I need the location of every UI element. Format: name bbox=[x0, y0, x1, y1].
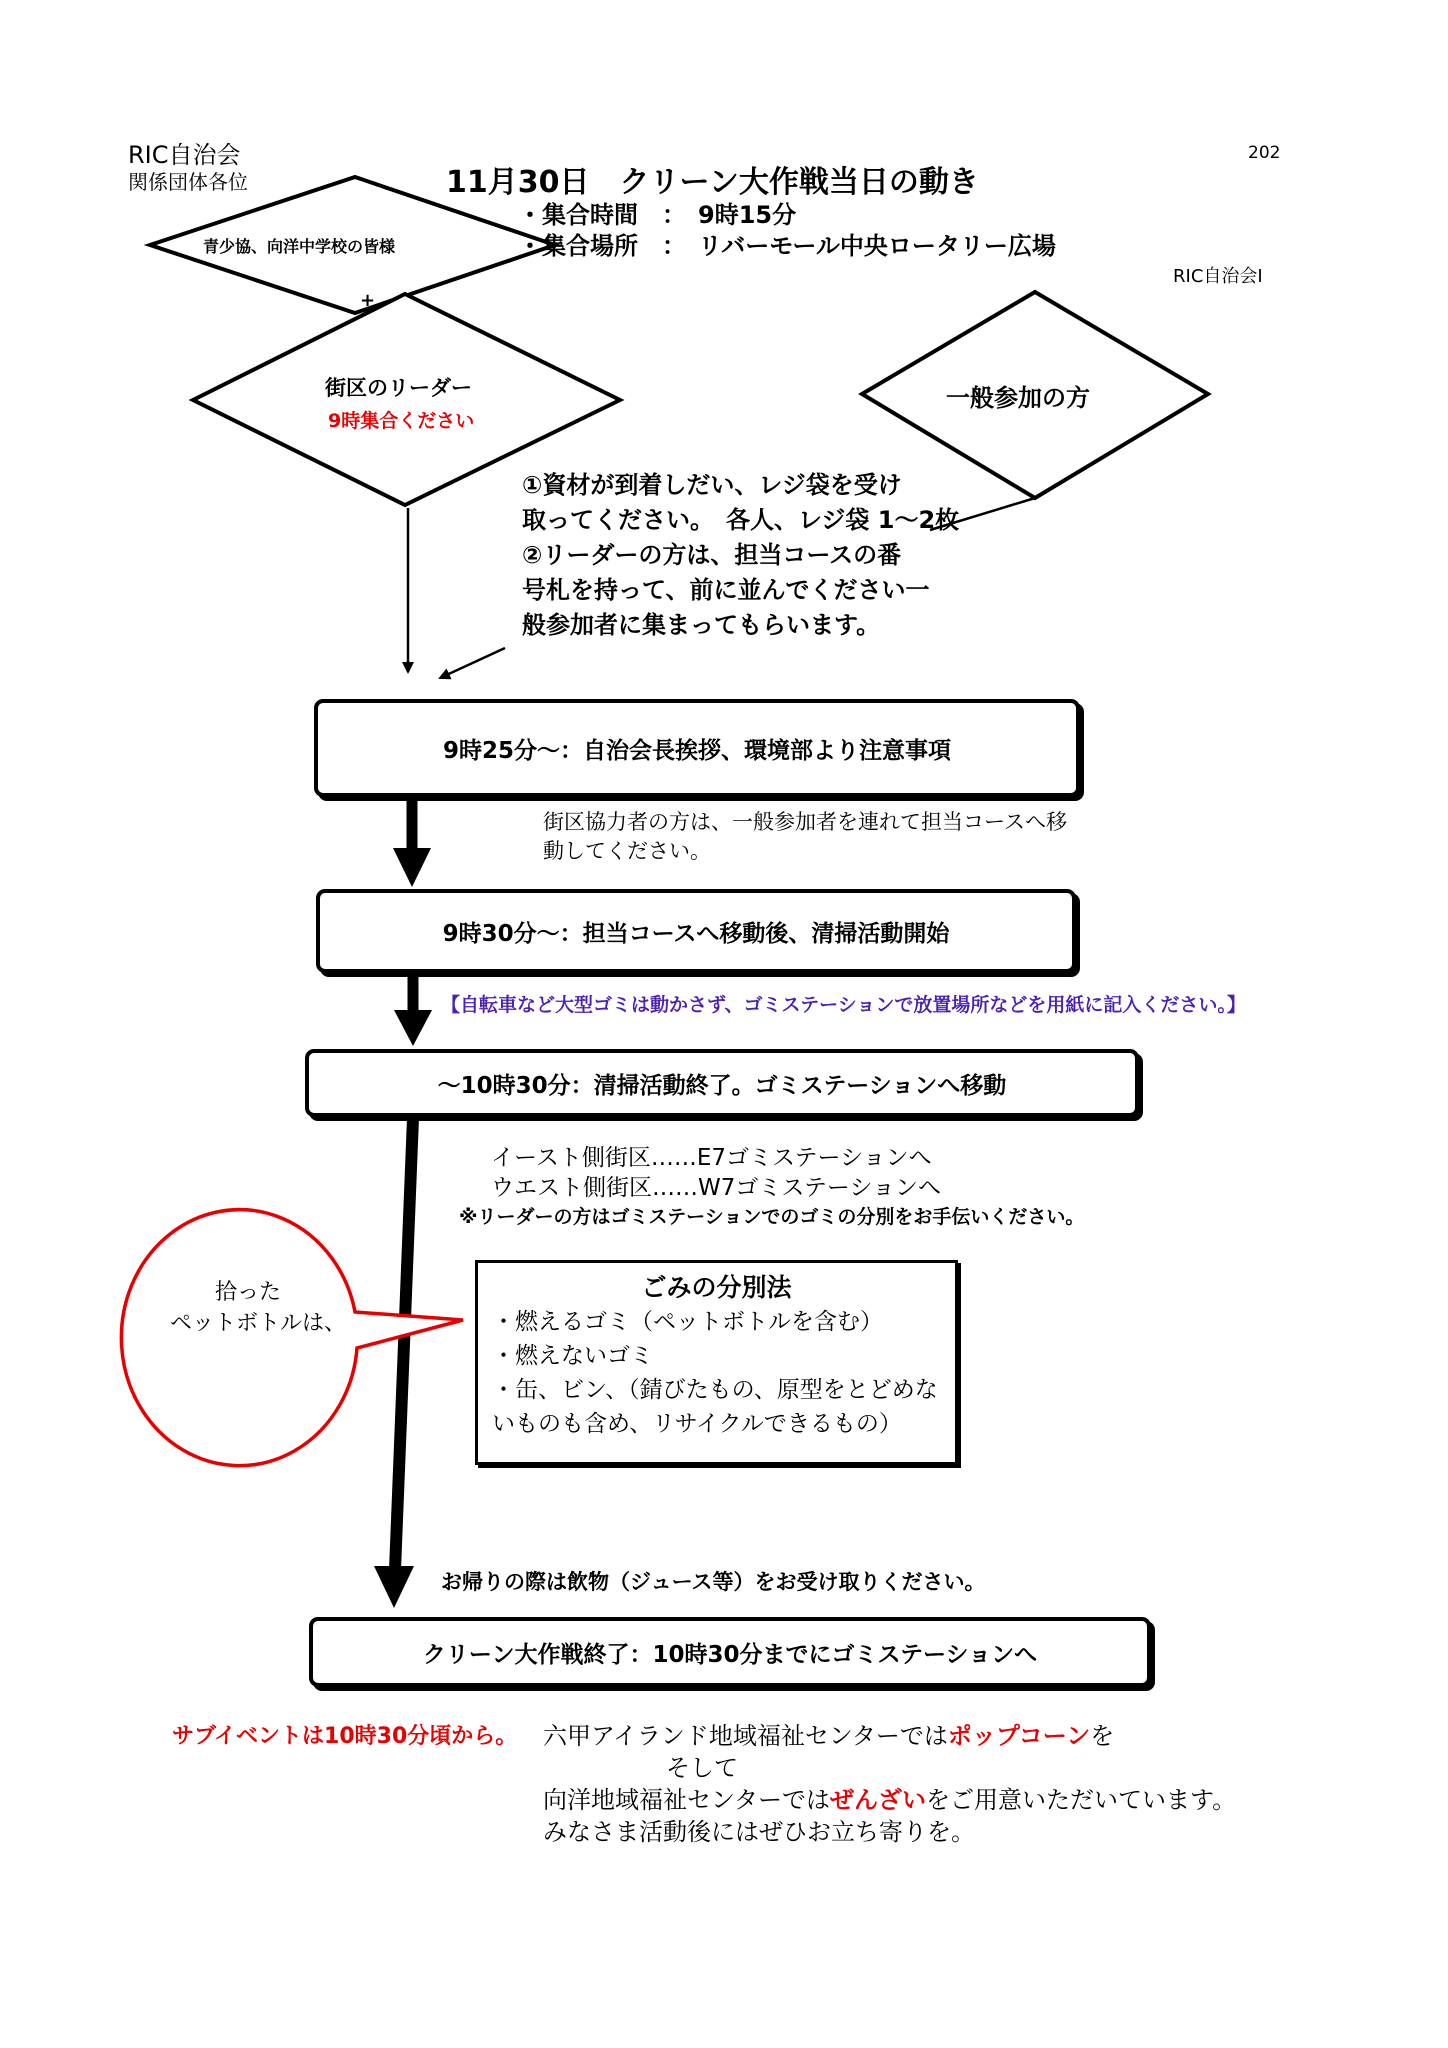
recipients: 関係団体各位 bbox=[128, 170, 248, 194]
sub-event-text: 向洋地域福祉センターでは bbox=[543, 1786, 831, 1814]
leader-diamond-label: 街区のリーダー bbox=[325, 376, 472, 400]
org-partial: RIC自治会I bbox=[1173, 266, 1263, 287]
instructions bbox=[522, 468, 959, 643]
sorting-item: いものも含め、リサイクルできるもの） bbox=[492, 1411, 902, 1437]
meeting-time: ・集合時間 ： 9時15分 bbox=[518, 201, 797, 229]
sorting-item: ・燃えないゴミ bbox=[492, 1343, 653, 1369]
instruction-line: 号札を持って、前に並んでください一 bbox=[522, 576, 930, 604]
bubble-line: 拾った bbox=[215, 1280, 282, 1305]
page-title: 11月30日 クリーン大作戦当日の動き bbox=[446, 165, 979, 200]
sorting-item: ・缶、ビン、（錆びたもの、原型をとどめな bbox=[492, 1377, 938, 1403]
youth-diamond-label: 青少協、向洋中学校の皆様 bbox=[203, 237, 396, 256]
large-trash-note: 【自転車など大型ゴミは動かさず、ゴミステーションで放置場所などを用紙に記入ください。】 bbox=[441, 994, 1246, 1016]
org-name: RIC自治会 bbox=[128, 141, 241, 169]
step-note-line: 街区協力者の方は、一般参加者を連れて担当コースへ移 bbox=[543, 810, 1067, 834]
thick-arrow-1-head bbox=[393, 848, 431, 887]
instruction-line: 般参加者に集まってもらいます。 bbox=[522, 611, 881, 639]
sorting-item: ・燃えるゴミ（ペットボトルを含む） bbox=[492, 1309, 883, 1335]
step-note-move bbox=[543, 808, 1067, 866]
popcorn-highlight: ポップコーン bbox=[947, 1722, 1091, 1750]
step-note-line: 動してください。 bbox=[543, 839, 711, 863]
instruction-line: ①資材が到着しだい、レジ袋を受け bbox=[522, 471, 902, 499]
leader-sorting-help: ※リーダーの方はゴミステーションでのゴミの分別をお手伝いください。 bbox=[459, 1206, 1085, 1228]
sub-event-text: を bbox=[1090, 1722, 1115, 1750]
thick-arrow-3-head bbox=[374, 1566, 414, 1608]
sub-event-text: 六甲アイランド地域福祉センターでは bbox=[543, 1722, 948, 1750]
step-box-cleaning-start: 9時30分～：担当コースへ移動後、清掃活動開始 bbox=[316, 889, 1076, 973]
sub-event-line-2: そして bbox=[666, 1754, 738, 1782]
leader-meeting-time: 9時集合ください bbox=[328, 410, 475, 432]
thick-arrow-3-shaft bbox=[395, 1118, 413, 1570]
thick-arrow-2-head bbox=[394, 1010, 432, 1046]
sorting-title: ごみの分別法 bbox=[641, 1273, 792, 1302]
plus-sign: + bbox=[360, 290, 376, 311]
general-diamond-label: 一般参加の方 bbox=[946, 384, 1090, 412]
drinks-note: お帰りの際は飲物（ジュース等）をお受け取りください。 bbox=[441, 1570, 986, 1594]
date-partial: 202 bbox=[1248, 143, 1281, 163]
zenzai-highlight: ぜんざい bbox=[830, 1786, 927, 1814]
instruction-line: ②リーダーの方は、担当コースの番 bbox=[522, 541, 902, 569]
sub-event-line-3 bbox=[543, 1780, 1236, 1815]
sorting-box bbox=[475, 1260, 958, 1465]
sub-event-line-1 bbox=[543, 1716, 1114, 1751]
sub-event-label: サブイベントは10時30分頃から。 bbox=[172, 1724, 518, 1749]
instruction-line: 取ってください。 各人、レジ袋 1～2枚 bbox=[522, 506, 960, 534]
meeting-place: ・集合場所 ： リバーモール中央ロータリー広場 bbox=[518, 232, 1056, 260]
west-station: ウエスト側街区……W7ゴミステーションへ bbox=[491, 1175, 941, 1201]
step-box-finish: クリーン大作戦終了：10時30分までにゴミステーションへ bbox=[309, 1617, 1151, 1687]
sub-event-line-4: みなさま活動後にはぜひお立ち寄りを。 bbox=[543, 1818, 975, 1846]
east-station: イースト側街区……E7ゴミステーションへ bbox=[491, 1145, 932, 1171]
instructions-arrow bbox=[440, 648, 505, 678]
bubble-line: ペットボトルは、 bbox=[170, 1311, 347, 1336]
sub-event-text: をご用意いただいています。 bbox=[926, 1786, 1237, 1814]
step-box-cleaning-end: ～10時30分：清掃活動終了。ゴミステーションへ移動 bbox=[305, 1049, 1139, 1117]
step-box-greeting: 9時25分～：自治会長挨拶、環境部より注意事項 bbox=[314, 699, 1080, 797]
